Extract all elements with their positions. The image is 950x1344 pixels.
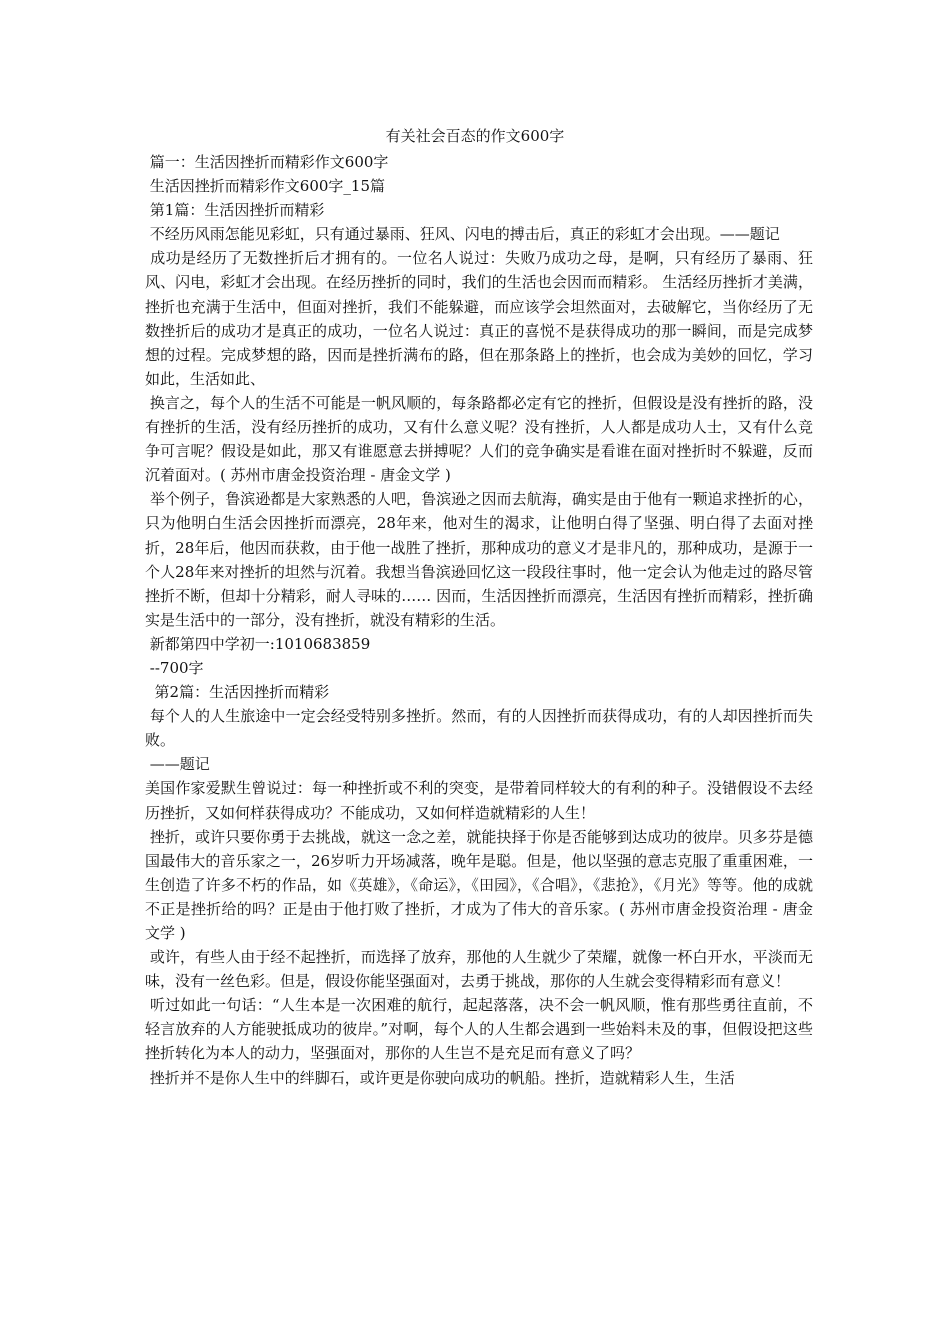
- body-paragraph: 成功是经历了无数挫折后才拥有的。一位名人说过：失败乃成功之母，是啊，只有经历了暴雨、狂风、闪电，彩虹才会出现。在经历挫折的同时，我们的生活也会因而而精彩。 生活经历挫折才美满，挫折也充满于生活中，但面对挫折，我们不能躲避，而应该学会坦然面对，去破解它，当你经历了无数挫折后的成功才是真正的成功，一位名人说过：真正的喜悦不是获得成功的那一瞬间，而是完成梦想的过程。完成梦想的路，因而是挫折满布的路，但在那条路上的挫折，也会成为美妙的回忆，学习如此，生活如此、: [145, 249, 813, 388]
- word-count: --700字: [145, 658, 204, 677]
- collection-heading: 生活因挫折而精彩作文600字_15篇: [145, 177, 385, 196]
- document-body: [145, 150, 813, 1090]
- essay-heading: 第2篇：生活因挫折而精彩: [145, 683, 330, 702]
- body-paragraph: 挫折并不是你人生中的绊脚石，或许更是你驶向成功的帆船。挫折，造就精彩人生，生活: [145, 1068, 735, 1087]
- section-heading: 篇一：生活因挫折而精彩作文600字: [145, 153, 389, 171]
- epigraph: 不经历风雨怎能见彩虹，只有通过暴雨、狂风、闪电的搏击后，真正的彩虹才会出现。——题记: [145, 225, 780, 244]
- body-paragraph: 听过如此一句话：“人生本是一次困难的航行，起起落落，决不会一帆风顺，惟有那些勇往直前，不轻言放弃的人方能驶抵成功的彼岸。”对啊，每个人的人生都会遇到一些始料未及的事，但假设把这些挫折转化为本人的动力，坚强面对，那你的人生岂不是充足而有意义了吗？: [145, 996, 813, 1063]
- body-paragraph: 每个人的人生旅途中一定会经受特别多挫折。然而，有的人因挫折而获得成功，有的人却因挫折而失败。: [145, 707, 813, 750]
- body-paragraph: 美国作家爱默生曾说过：每一种挫折或不利的突变，是带着同样较大的有利的种子。没错假设不去经历挫折，又如何样获得成功？不能成功，又如何样造就精彩的人生！: [145, 779, 813, 822]
- author-line: 新都第四中学初一:1010683859: [145, 634, 371, 653]
- body-paragraph: 或许，有些人由于经不起挫折，而选择了放弃，那他的人生就少了荣耀，就像一杯白开水，平淡而无味，没有一丝色彩。但是，假设你能坚强面对，去勇于挑战，那你的人生就会变得精彩而有意义！: [145, 948, 813, 991]
- body-paragraph: 换言之，每个人的生活不可能是一帆风顺的，每条路都必定有它的挫折，但假设是没有挫折的路，没有挫折的生活，没有经历挫折的成功，又有什么意义呢？没有挫折，人人都是成功人士，又有什么竞争可言呢？假设是如此，那又有谁愿意去拼搏呢？人们的竞争确实是看谁在面对挫折时不躲避，反而沉着面对。( 苏州市唐金投资治理 - 唐金文学 ): [145, 393, 813, 485]
- body-paragraph: 举个例子，鲁滨逊都是大家熟悉的人吧，鲁滨逊之因而去航海，确实是由于他有一颗追求挫折的心，只为他明白生活会因挫折而漂亮，28年来，他对生的渴求，让他明白得了坚强、明白得了去面对挫折，28年后，他因而获救，由于他一战胜了挫折，那种成功的意义才是非凡的，那种成功，是源于一个人28年来对挫折的坦然与沉着。我想当鲁滨逊回忆这一段段往事时，他一定会认为他走过的路尽管挫折不断，但却十分精彩，耐人寻味的…… 因而，生活因挫折而漂亮，生活因有挫折而精彩，挫折确实是生活中的一部分，没有挫折，就没有精彩的生活。: [145, 490, 813, 629]
- body-paragraph: 挫折，或许只要你勇于去挑战，就这一念之差，就能抉择于你是否能够到达成功的彼岸。贝多芬是德国最伟大的音乐家之一，26岁听力开场减落，晚年是聪。但是，他以坚强的意志克服了重重困难，一生创造了许多不朽的作品，如《英雄》，《命运》，《田园》，《合唱》，《悲抢》，《月光》等等。他的成就不正是挫折给的吗？正是由于他打败了挫折，才成为了伟大的音乐家。( 苏州市唐金投资治理 - 唐金文学 ): [145, 827, 813, 942]
- document-title: 有关社会百态的作文600字: [385, 127, 565, 145]
- epigraph-attribution: ——题记: [145, 755, 210, 774]
- essay-heading: 第1篇：生活因挫折而精彩: [145, 201, 325, 220]
